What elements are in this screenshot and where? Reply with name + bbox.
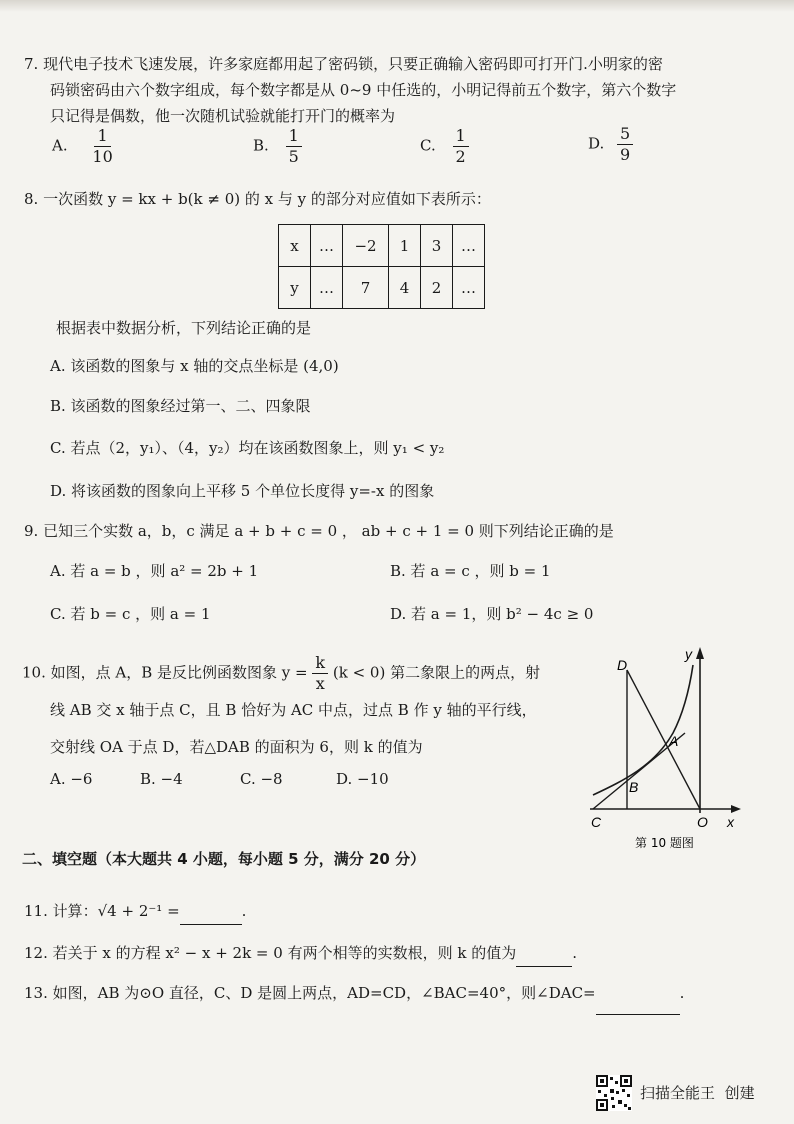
x-axis-arrow-icon bbox=[731, 805, 741, 813]
q8-option-d: D. 将该函数的图象向上平移 5 个单位长度得 y=-x 的图象 bbox=[50, 482, 435, 500]
q10-line3: 交射线 OA 于点 D，若△DAB 的面积为 6，则 k 的值为 bbox=[50, 738, 423, 756]
q8-option-a: A. 该函数的图象与 x 轴的交点坐标是 (4,0) bbox=[50, 357, 339, 375]
q13: 13. 如图，AB 为⊙O 直径，C、D 是圆上两点，AD=CD，∠BAC=40°，则∠DAC= . bbox=[24, 980, 684, 1007]
table-row: y … 7 4 2 … bbox=[279, 267, 485, 309]
answer-blank[interactable] bbox=[516, 940, 572, 967]
q9-option-c: C. 若 b = c ，则 a = 1 bbox=[50, 605, 211, 623]
q10-figure bbox=[585, 645, 745, 855]
q10-option-a: A. −6 bbox=[50, 770, 93, 788]
label-o: O bbox=[697, 814, 708, 830]
q7-line2: 码锁密码由六个数字组成，每个数字都是从 0~9 中任选的，小明记得前五个数字，第六个数字 bbox=[50, 81, 677, 99]
label-d: D bbox=[617, 657, 628, 673]
q7-line1: 7. 现代电子技术飞速发展，许多家庭都用起了密码锁，只要正确输入密码即可打开门.小明家的密 bbox=[24, 55, 663, 73]
q10-option-c: C. −8 bbox=[240, 770, 283, 788]
q10-option-b: B. −4 bbox=[140, 770, 183, 788]
section-two-heading: 二、填空题（本大题共 4 小题，每小题 5 分，满分 20 分） bbox=[22, 850, 426, 868]
table-row: x … −2 1 3 … bbox=[279, 225, 485, 267]
fraction: $\frac{5}{9}$ bbox=[617, 124, 633, 165]
q7-option-b: B. $\frac{1}{5}$ bbox=[253, 126, 302, 167]
fraction: $\frac{k}{x}$ bbox=[312, 653, 328, 694]
q12: 12. 若关于 x 的方程 x² − x + 2k = 0 有两个相等的实数根，则 k 的值为 . bbox=[24, 940, 577, 967]
label-b: B bbox=[629, 779, 639, 795]
q7-line3: 只记得是偶数，他一次随机试验就能打开门的概率为 bbox=[50, 107, 396, 125]
label-c: C bbox=[591, 814, 602, 830]
q11: 11. 计算：√4 + 2⁻¹ = . bbox=[24, 898, 246, 925]
q8-option-c: C. 若点（2，y₁）、（4，y₂）均在该函数图象上，则 y₁ < y₂ bbox=[50, 439, 445, 457]
q9-option-b: B. 若 a = c ，则 b = 1 bbox=[390, 562, 551, 580]
q8-option-b: B. 该函数的图象经过第一、二、四象限 bbox=[50, 397, 311, 415]
fraction: $\frac{1}{2}$ bbox=[453, 126, 469, 167]
hyperbola-curve bbox=[593, 665, 693, 795]
q8-value-table bbox=[278, 224, 485, 309]
scanner-watermark: 扫描全能王 创建 bbox=[640, 1084, 755, 1102]
q7-option-c: C. $\frac{1}{2}$ bbox=[420, 126, 469, 167]
q9-stem: 9. 已知三个实数 a，b，c 满足 a + b + c = 0 ， ab + c + 1 = 0 则下列结论正确的是 bbox=[24, 522, 614, 540]
q8-stem: 8. 一次函数 y = kx + b(k ≠ 0) 的 x 与 y 的部分对应值如下表所示： bbox=[24, 190, 491, 208]
q10-option-d: D. −10 bbox=[336, 770, 389, 788]
figure-caption: 第 10 题图 bbox=[635, 836, 694, 850]
qr-code-icon bbox=[596, 1075, 632, 1111]
answer-blank[interactable] bbox=[180, 898, 242, 925]
y-axis-arrow-icon bbox=[696, 647, 704, 659]
q7-option-a: A. $\frac{1}{10}$ bbox=[52, 126, 113, 166]
q10-line2: 线 AB 交 x 轴于点 C，且 B 恰好为 AC 中点，过点 B 作 y 轴的平行线， bbox=[50, 701, 537, 719]
q8-prompt: 根据表中数据分析，下列结论正确的是 bbox=[56, 319, 312, 337]
q9-option-a: A. 若 a = b ，则 a² = 2b + 1 bbox=[50, 562, 259, 580]
fraction: $\frac{1}{5}$ bbox=[286, 126, 302, 167]
q10-line1: 10. 如图，点 A，B 是反比例函数图象 y = $\frac{k}{x}$ (k < 0) 第二象限上的两点，射 bbox=[22, 653, 541, 693]
q9-option-d: D. 若 a = 1，则 b² − 4c ≥ 0 bbox=[390, 605, 594, 623]
answer-blank[interactable] bbox=[596, 988, 680, 1015]
q7-option-d: D. $\frac{5}{9}$ bbox=[588, 124, 633, 165]
fraction: $\frac{1}{10}$ bbox=[92, 126, 113, 166]
label-y: y bbox=[685, 646, 692, 662]
label-x: x bbox=[727, 814, 734, 830]
label-a: A bbox=[669, 733, 679, 749]
